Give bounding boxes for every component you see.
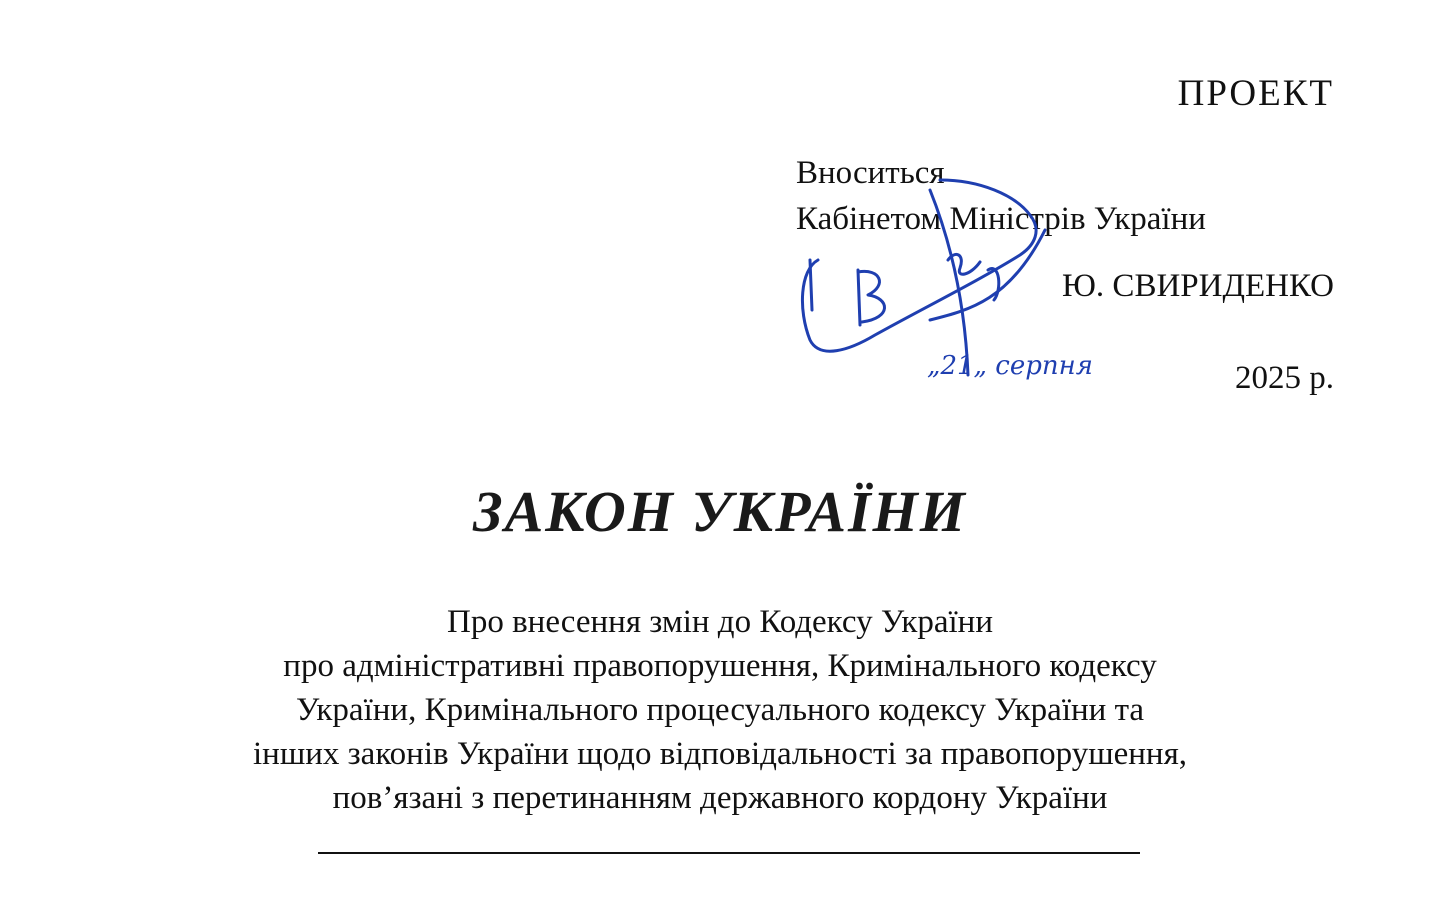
handwritten-date-text: „21„ серпня [927, 351, 1093, 381]
subject-line: про адміністративні правопорушення, Кримінального кодексу [283, 648, 1157, 684]
project-stamp: ПРОЕКТ [1177, 73, 1334, 114]
law-subject [0, 600, 1440, 820]
divider-line [318, 852, 1140, 854]
law-title: ЗАКОН УКРАЇНИ [473, 479, 967, 544]
submitted-by-line-1: Вноситься [796, 155, 945, 191]
signer-name: Ю. СВИРИДЕНКО [1062, 268, 1334, 304]
subject-line: України, Кримінального процесуального кодексу України та [295, 692, 1145, 728]
subject-line: пов’язані з перетинанням державного кордону України [332, 780, 1108, 816]
date-year: 2025 р. [1235, 360, 1334, 396]
submitted-by-line-2: Кабінетом Міністрів України [796, 201, 1206, 237]
subject-line: інших законів України щодо відповідальності за правопорушення, [252, 736, 1188, 772]
subject-line: Про внесення змін до Кодексу України [447, 604, 993, 640]
handwritten-date [925, 340, 1185, 410]
